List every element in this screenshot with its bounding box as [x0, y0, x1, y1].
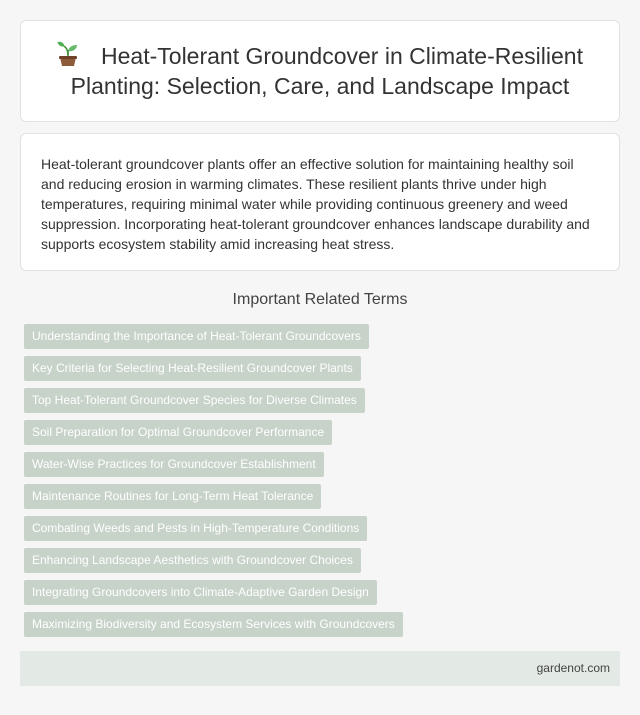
related-term-tag[interactable]: Top Heat-Tolerant Groundcover Species for Diverse Climates [24, 388, 365, 413]
related-term-tag[interactable]: Key Criteria for Selecting Heat-Resilient Groundcover Plants [24, 356, 361, 381]
intro-paragraph: Heat-tolerant groundcover plants offer an effective solution for maintaining healthy soil and reducing erosion in warming climates. These resilient plants thrive under high temperatures, requiring minimal water while providing continuous greenery and weed suppression. Incorporating heat-tolerant groundcover enhances landscape durability and supports ecosystem stability amid increasing heat stress. [41, 156, 590, 252]
related-term-tag[interactable]: Enhancing Landscape Aesthetics with Groundcover Choices [24, 548, 361, 573]
related-term-tag[interactable]: Understanding the Importance of Heat-Tolerant Groundcovers [24, 324, 369, 349]
page-title [40, 41, 600, 101]
related-term-tag[interactable]: Water-Wise Practices for Groundcover Establishment [24, 452, 324, 477]
intro-card [20, 133, 620, 271]
title-card [20, 20, 620, 122]
related-term-tag[interactable]: Maintenance Routines for Long-Term Heat Tolerance [24, 484, 321, 509]
related-term-tag[interactable]: Maximizing Biodiversity and Ecosystem Services with Groundcovers [24, 612, 403, 637]
related-term-tag[interactable]: Soil Preparation for Optimal Groundcover Performance [24, 420, 332, 445]
page-title-text: Heat-Tolerant Groundcover in Climate-Resilient Planting: Selection, Care, and Landscape Impact [70, 43, 583, 99]
seedling-icon [57, 41, 79, 67]
footer [20, 651, 620, 686]
footer-site-link[interactable]: gardenot.com [536, 661, 610, 675]
related-term-tag[interactable]: Combating Weeds and Pests in High-Temperature Conditions [24, 516, 367, 541]
related-term-tag[interactable]: Integrating Groundcovers into Climate-Adaptive Garden Design [24, 580, 377, 605]
related-terms-heading: Important Related Terms [232, 291, 408, 308]
